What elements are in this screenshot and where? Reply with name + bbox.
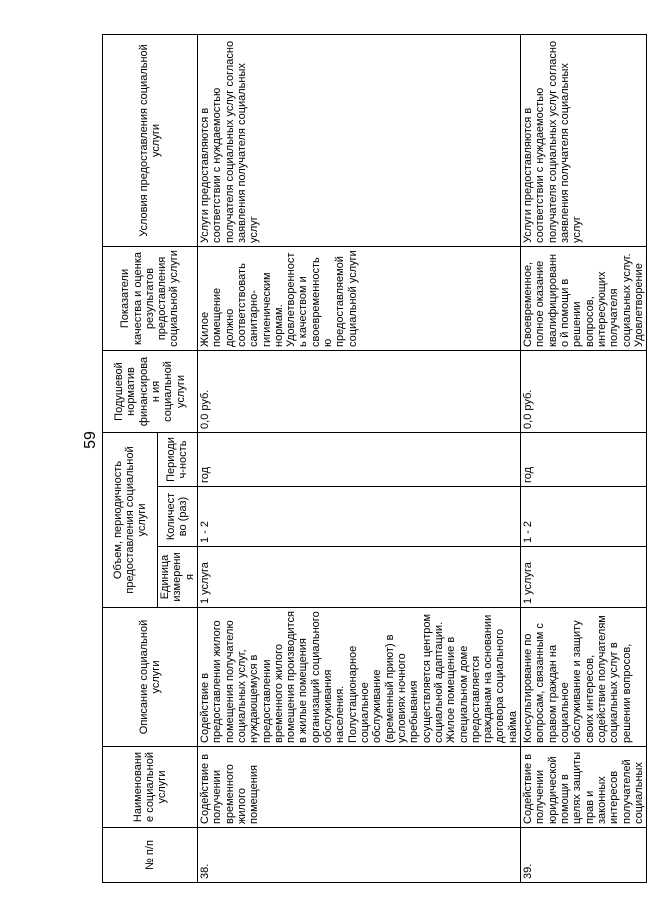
cell-indicators: Жилое помещение должно соответствовать санитарно-гигиеническим нормам. Удовлетворенность качеством и своевременностью предоставляемой социальной услуги: [197, 246, 520, 350]
cell-conditions: Услуги предоставляются в соответствии с нуждаемостью получателя социальных услуг согласно заявления получателя социальных услуг: [197, 34, 520, 246]
cell-name: Содействие в получении временного жилого помещения: [197, 747, 520, 828]
header-indicators: Показатели качества и оценка результатов предоставления социальной услуги: [103, 246, 198, 350]
cell-indicators: Своевременное, полное оказание квалифицированно й помощи в решении вопросов, интересующих получателя социальных услуг. Удовлетворение: [521, 246, 647, 350]
rotated-table-wrapper: [102, 35, 645, 883]
header-unit: Единица измерения: [158, 547, 198, 608]
cell-normative: 0,0 руб.: [521, 350, 647, 432]
header-volume-group: Объем, периодичность предоставления социальной услуги: [103, 432, 158, 607]
table-frame: [102, 35, 645, 883]
table-row: [521, 34, 647, 882]
header-quantity: Количество (раз): [158, 487, 198, 547]
header-name: Наименование социальной услуги: [103, 747, 198, 828]
cell-periodicity: год: [521, 432, 647, 486]
cell-normative: 0,0 руб.: [197, 350, 520, 432]
cell-conditions: Услуги предоставляются в соответствии с нуждаемостью получателя социальных услуг согласно заявления получателя социальных услуг: [521, 34, 647, 246]
cell-unit: 1 услуга: [521, 547, 647, 608]
cell-periodicity: год: [197, 432, 520, 486]
social-services-table: [102, 34, 647, 883]
header-row-1: [103, 34, 158, 882]
cell-num: 39.: [521, 828, 647, 883]
header-num: № п/п: [103, 828, 198, 883]
cell-unit: 1 услуга: [197, 547, 520, 608]
header-description: Описание социальной услуги: [103, 608, 198, 747]
header-normative: Подушевой норматив финансирован ия социальной услуги: [103, 350, 198, 432]
cell-quantity: 1 - 2: [197, 487, 520, 547]
cell-name: Содействие в получении юридической помощи в целях защиты прав и законных интересов получателей социальных: [521, 747, 647, 828]
table-row: [197, 34, 520, 882]
page-number: 59: [82, 431, 99, 449]
cell-description: Консультирование по вопросам, связанным с правом граждан на социальное обслуживание и защиту своих интересов, содействие получателям социальных услуг в решении вопросов,: [521, 608, 647, 747]
cell-description: Содействие в предоставлении жилого помещения получателю социальных услуг, нуждающемуся в предоставлении временного жилого помещения производится в жилые помещения организаций социального обслуживания населения. Полустационарное социальное обслуживание (временный приют) в условиях ночного пребывания осуществляется центром социальной адаптации. Жилое помещение в специальном доме предоставляется гражданам на основании договора социального найма: [197, 608, 520, 747]
cell-num: 38.: [197, 828, 520, 883]
header-conditions: Условия предоставления социальной услуги: [103, 34, 198, 246]
cell-quantity: 1 - 2: [521, 487, 647, 547]
header-periodicity: Периодич-ность: [158, 432, 198, 486]
